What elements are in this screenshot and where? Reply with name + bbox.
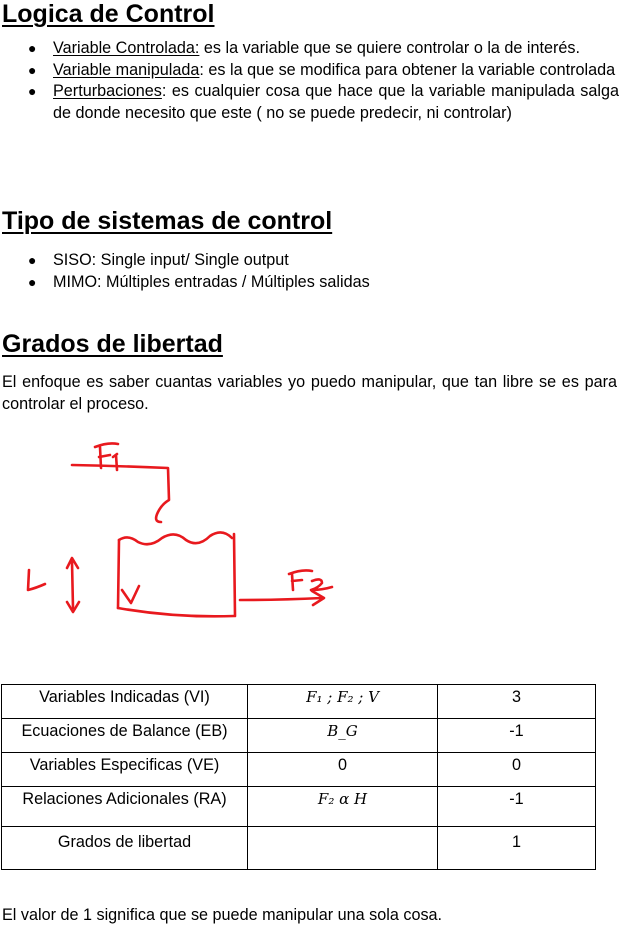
definition-text: : es la que se modifica para obtener la variable controlada (199, 60, 616, 79)
definition-text: : es cualquier cosa que hace que la variable manipulada salga de donde necesito que este ( no se puede predecir, ni controlar) (53, 82, 619, 122)
section-title-logica-control: Logica de Control (2, 0, 215, 28)
table-cell-value: 3 (438, 685, 596, 719)
dof-intro-paragraph: El enfoque es saber cuantas variables yo puedo manipular, que tan libre se es para controlar el proceso. (2, 373, 617, 413)
bullet-icon: ● (28, 83, 37, 99)
table-cell-expression: B_G (248, 719, 438, 753)
control-variables-list (0, 38, 619, 124)
tank-left-wall (118, 540, 119, 608)
list-item (0, 272, 619, 294)
table-row (2, 685, 596, 719)
conclusion-note: El valor de 1 significa que se puede manipular una sola cosa. (2, 906, 443, 924)
system-type-siso: SISO: Single input/ Single output (53, 251, 289, 269)
table-cell-label: Variables Indicadas (VI) (2, 685, 248, 719)
table-row (2, 719, 596, 753)
bullet-icon: ● (28, 40, 37, 56)
list-item (0, 250, 619, 272)
table-row (2, 787, 596, 827)
table-cell-label: Ecuaciones de Balance (EB) (2, 719, 248, 753)
bullet-icon: ● (28, 61, 37, 78)
tank-right-wall (234, 534, 235, 616)
system-types-list (0, 250, 619, 293)
table-row-total (2, 827, 596, 870)
table-cell-expression: 0 (248, 753, 438, 787)
label-l-drawing (28, 570, 45, 590)
table-cell-expression (248, 827, 438, 870)
list-item (0, 81, 619, 124)
table-cell-value: -1 (438, 719, 596, 753)
table-cell-value: 0 (438, 753, 596, 787)
v-mark (122, 586, 139, 603)
section-title-grados-libertad: Grados de libertad (2, 330, 223, 358)
degrees-of-freedom-table (1, 684, 596, 870)
system-type-mimo: MIMO: Múltiples entradas / Múltiples salidas (53, 272, 370, 291)
table-cell-value: 1 (438, 827, 596, 870)
bullet-icon: ● (28, 252, 37, 268)
table-cell-value: -1 (438, 787, 596, 827)
term-variable-manipulada: Variable manipulada (53, 60, 200, 79)
list-item (0, 38, 619, 60)
bullet-icon: ● (28, 273, 37, 290)
section-title-tipo-sistemas: Tipo de sistemas de control (2, 207, 333, 235)
table-cell-label: Grados de libertad (2, 827, 248, 870)
liquid-level (119, 532, 232, 544)
table-row (2, 753, 596, 787)
list-item (0, 60, 619, 82)
outlet-pipe (240, 591, 324, 605)
inlet-pipe (72, 465, 169, 522)
tank-bottom (118, 608, 234, 616)
table-cell-label: Relaciones Adicionales (RA) (2, 787, 248, 827)
term-perturbaciones: Perturbaciones (53, 82, 162, 100)
process-sketch (0, 430, 360, 630)
table-cell-expression: F₁ ; F₂ ; V (248, 685, 438, 719)
term-variable-controlada: Variable Controlada: (53, 39, 200, 57)
table-cell-label: Variables Especificas (VE) (2, 753, 248, 787)
definition-text: es la variable que se quiere controlar o la de interés. (199, 39, 581, 57)
table-cell-expression: F₂ α H (248, 787, 438, 827)
level-arrow-up (67, 558, 78, 608)
sketch-ink (28, 443, 332, 616)
